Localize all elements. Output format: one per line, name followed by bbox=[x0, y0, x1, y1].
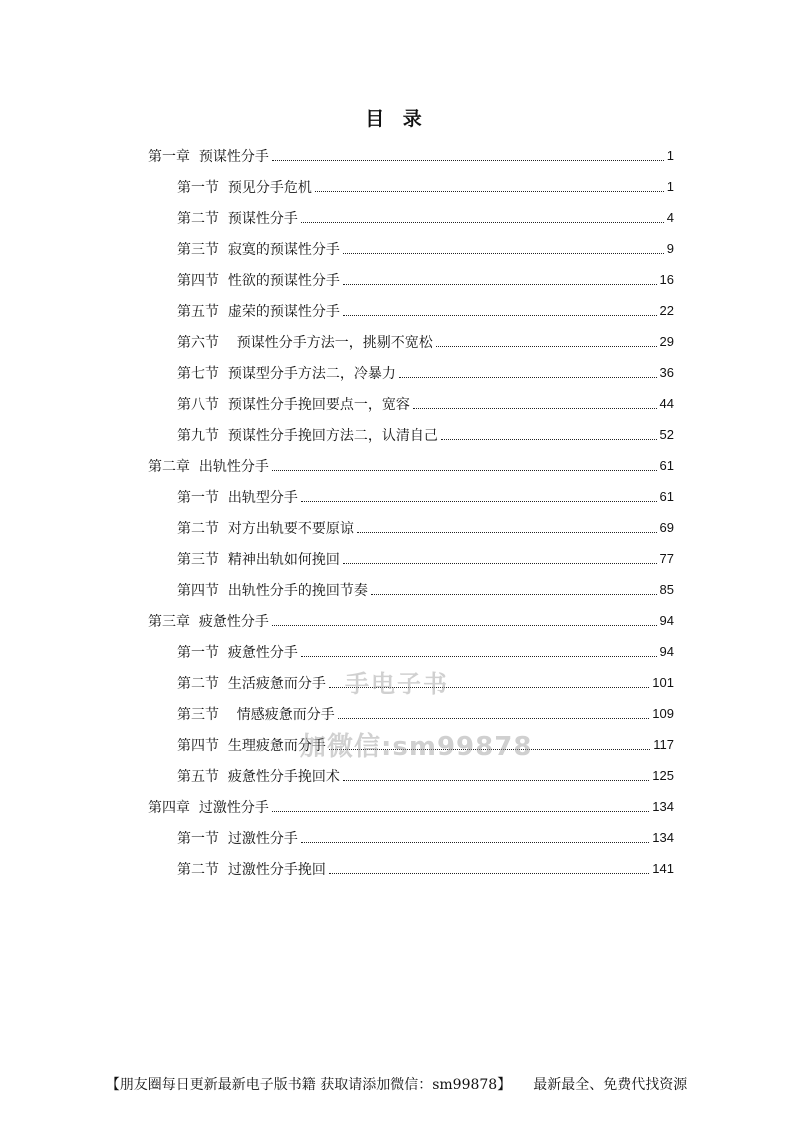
dot-leader bbox=[272, 456, 657, 471]
dot-leader bbox=[301, 642, 657, 657]
toc-entry[interactable] bbox=[177, 419, 674, 450]
toc-entry-page: 85 bbox=[659, 582, 674, 597]
toc-entry-label: 第六节 预谋性分手方法一，挑剔不宽松 bbox=[177, 334, 433, 351]
toc-entry-page: 134 bbox=[652, 830, 674, 845]
dot-leader bbox=[441, 425, 657, 440]
toc-entry-page: 125 bbox=[652, 768, 674, 783]
dot-leader bbox=[329, 859, 649, 874]
toc-entry-label: 第二章 出轨性分手 bbox=[148, 458, 269, 475]
toc-entry-page: 36 bbox=[659, 365, 674, 380]
dot-leader bbox=[343, 301, 657, 316]
toc-entry-label: 第四节 生理疲惫而分手 bbox=[177, 737, 326, 754]
dot-leader bbox=[301, 828, 649, 843]
toc-entry[interactable] bbox=[177, 326, 674, 357]
toc-entry-page: 77 bbox=[659, 551, 674, 566]
dot-leader bbox=[301, 208, 664, 223]
dot-leader bbox=[343, 766, 649, 781]
toc-entry[interactable] bbox=[177, 233, 674, 264]
toc-entry[interactable] bbox=[177, 853, 674, 884]
toc-entry-page: 134 bbox=[652, 799, 674, 814]
toc-entry-page: 61 bbox=[659, 458, 674, 473]
toc-entry-label: 第四节 出轨性分手的挽回节奏 bbox=[177, 582, 368, 599]
watermark-text: 手电子书 bbox=[345, 670, 449, 698]
toc-entry-page: 69 bbox=[659, 520, 674, 535]
toc-entry[interactable] bbox=[177, 481, 674, 512]
toc-entry[interactable] bbox=[177, 202, 674, 233]
dot-leader bbox=[338, 704, 649, 719]
toc-entry-page: 117 bbox=[653, 737, 674, 752]
toc-entry[interactable] bbox=[177, 822, 674, 853]
toc-entry-page: 61 bbox=[659, 489, 674, 504]
toc-entry-label: 第一节 过激性分手 bbox=[177, 830, 298, 847]
toc-entry-label: 第二节 生活疲惫而分手 bbox=[177, 675, 326, 692]
footer-tagline: 最新最全、免费代找资源 bbox=[533, 1077, 688, 1093]
toc-entry-page: 94 bbox=[659, 644, 674, 659]
toc-entry-page: 141 bbox=[652, 861, 674, 876]
toc-entry-label: 第三节 精神出轨如何挽回 bbox=[177, 551, 340, 568]
toc-entry-label: 第三章 疲惫性分手 bbox=[148, 613, 269, 630]
toc-entry-label: 第九节 预谋性分手挽回方法二，认清自己 bbox=[177, 427, 438, 444]
dot-leader bbox=[436, 332, 657, 347]
toc-entry[interactable] bbox=[177, 574, 674, 605]
toc-entry-page: 44 bbox=[659, 396, 674, 411]
toc-entry-page: 29 bbox=[659, 334, 674, 349]
dot-leader bbox=[357, 518, 657, 533]
dot-leader bbox=[272, 146, 664, 161]
toc-entry-label: 第一章 预谋性分手 bbox=[148, 148, 269, 165]
toc-entry[interactable] bbox=[177, 295, 674, 326]
toc-entry-page: 9 bbox=[666, 241, 674, 256]
toc-entry-page: 1 bbox=[666, 179, 674, 194]
toc-entry[interactable] bbox=[148, 605, 674, 636]
watermark-text: 加微信:sm99878 bbox=[300, 732, 533, 762]
dot-leader bbox=[272, 611, 657, 626]
dot-leader bbox=[343, 270, 657, 285]
toc-entry-label: 第五节 疲惫性分手挽回术 bbox=[177, 768, 340, 785]
toc-entry-page: 101 bbox=[652, 675, 674, 690]
toc-entry[interactable] bbox=[177, 357, 674, 388]
toc-entry-label: 第一节 预见分手危机 bbox=[177, 179, 312, 196]
toc-entry-label: 第四节 性欲的预谋性分手 bbox=[177, 272, 340, 289]
toc-entry[interactable] bbox=[148, 140, 674, 171]
toc-entry[interactable] bbox=[148, 450, 674, 481]
toc-entry-label: 第一节 出轨型分手 bbox=[177, 489, 298, 506]
toc-entry[interactable] bbox=[177, 760, 674, 791]
toc-entry-label: 第三节 寂寞的预谋性分手 bbox=[177, 241, 340, 258]
toc-entry-label: 第二节 对方出轨要不要原谅 bbox=[177, 520, 354, 537]
toc-entry-page: 109 bbox=[652, 706, 674, 721]
toc-entry-label: 第一节 疲惫性分手 bbox=[177, 644, 298, 661]
dot-leader bbox=[343, 239, 664, 254]
toc-entry[interactable] bbox=[148, 791, 674, 822]
dot-leader bbox=[301, 487, 657, 502]
dot-leader bbox=[343, 549, 657, 564]
toc-entry-page: 1 bbox=[666, 148, 674, 163]
toc-entry-page: 94 bbox=[659, 613, 674, 628]
toc-entry-page: 16 bbox=[659, 272, 674, 287]
toc-entry-page: 4 bbox=[666, 210, 674, 225]
toc-entry[interactable] bbox=[177, 171, 674, 202]
toc-entry-label: 第五节 虚荣的预谋性分手 bbox=[177, 303, 340, 320]
footer-promo-text: 【朋友圈每日更新最新电子版书籍 获取请添加微信：sm99878】 bbox=[105, 1077, 512, 1093]
dot-leader bbox=[413, 394, 657, 409]
toc-entry-page: 52 bbox=[659, 427, 674, 442]
toc-entry-label: 第二节 过激性分手挽回 bbox=[177, 861, 326, 878]
toc-entry[interactable] bbox=[177, 388, 674, 419]
page-footer bbox=[0, 1074, 793, 1094]
dot-leader bbox=[399, 363, 657, 378]
toc-entry-label: 第四章 过激性分手 bbox=[148, 799, 269, 816]
dot-leader bbox=[272, 797, 649, 812]
toc-entry[interactable] bbox=[177, 543, 674, 574]
dot-leader bbox=[315, 177, 664, 192]
toc-entry-label: 第三节 情感疲惫而分手 bbox=[177, 706, 335, 723]
toc-entry-label: 第二节 预谋性分手 bbox=[177, 210, 298, 227]
page-title: 目 录 bbox=[365, 108, 428, 130]
toc-entry-label: 第七节 预谋型分手方法二，冷暴力 bbox=[177, 365, 396, 382]
toc-entry-label: 第八节 预谋性分手挽回要点一，宽容 bbox=[177, 396, 410, 413]
toc-entry[interactable] bbox=[177, 264, 674, 295]
toc-entry[interactable] bbox=[177, 512, 674, 543]
dot-leader bbox=[371, 580, 657, 595]
toc-entry[interactable] bbox=[177, 698, 674, 729]
toc-entry-page: 22 bbox=[659, 303, 674, 318]
toc-entry[interactable] bbox=[177, 636, 674, 667]
